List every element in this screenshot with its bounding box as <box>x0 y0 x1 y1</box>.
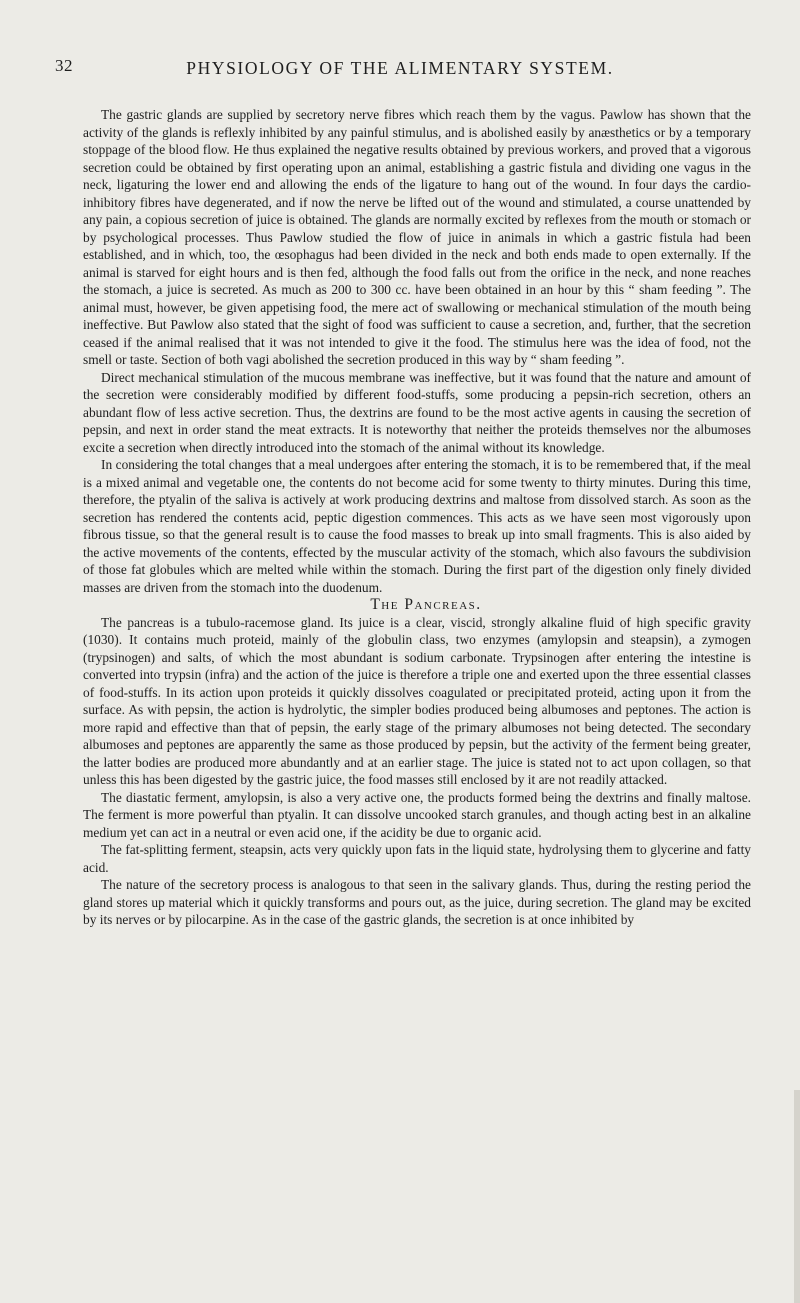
running-title: PHYSIOLOGY OF THE ALIMENTARY SYSTEM. <box>186 58 614 78</box>
paragraph: The gastric glands are supplied by secretory nerve fibres which reach them by the vagus. Pawlow has shown that the activity of the glands is reflexly inhibited by any painful stimulus, and is abolished easily by anæsthetics or by a temporary stoppage of the blood flow. He thus explained the negative results obtained by previous workers, and proved that a vigorous secretion could be obtained by first operating upon an animal, establishing a gastric fistula and dividing one vagus in the neck, ligaturing the lower end and allowing the ends of the ligature to hang out of the wound. In four days the cardio-inhibitory fibres have degenerated, and if now the nerve be lifted out of the wound and stimulated, a course unattended by any pain, a copious secretion of juice is obtained. The glands are normally excited by reflexes from the mouth or stomach or by psychological processes. Thus Pawlow studied the flow of juice in animals in which a gastric fistula had been established, and in which, too, the œsophagus had been divided in the neck and both ends made to open externally. If the animal is starved for eight hours and is then fed, although the food falls out from the orifice in the neck, and none reaches the stomach, a juice is secreted. As much as 200 to 300 cc. have been obtained in an hour by this “ sham feeding ”. The animal must, however, be given appetising food, the mere act of swallowing or mechanical stimulation of the mouth being ineffective. But Pawlow also stated that the sight of food was sufficient to cause a secretion, and, further, that the secretion ceased if the animal realised that it was not intended to give it the food. The stimulus here was the idea of food, not the smell or taste. Section of both vagi abolished the secretion produced in this way by “ sham feeding ”. <box>83 107 751 367</box>
paragraph: The pancreas is a tubulo-racemose gland. Its juice is a clear, viscid, strongly alkaline fluid of high specific gravity (1030). It contains much proteid, mainly of the globulin class, two enzymes (amylopsin and steapsin), a zymogen (trypsinogen) and salts, of which the most abundant is sodium carbonate. Trypsinogen after entering the intestine is converted into trypsin (infra) and the action of the juice is therefore a triple one and exerted upon the three essential classes of food-stuffs. In its action upon proteids it quickly dissolves coagulated or precipitated proteid, acting upon it from the surface. As with pepsin, the action is hydrolytic, the simpler bodies produced being albumoses and peptones. The action is more rapid and effective than that of pepsin, the early stage of the primary albumoses not being detected. The secondary albumoses and peptones are apparently the same as those produced by pepsin, but the activity of the ferment being greater, the latter bodies are produced more abundantly and at an earlier stage. The juice is stated not to act upon collagen, so that unless this has been digested by the gastric juice, the food masses still enclosed by it are not readily attacked. <box>83 614 751 787</box>
page-number: 32 <box>55 56 73 75</box>
page-edge-shadow <box>794 1090 800 1303</box>
paragraph: In considering the total changes that a meal undergoes after entering the stomach, it is to be remembered that, if the meal is a mixed animal and vegetable one, the contents do not become acid for some twenty to thirty minutes. During this time, therefore, the ptyalin of the saliva is actively at work producing dextrins and maltose from dissolved starch. As soon as the secretion has rendered the contents acid, peptic digestion commences. This acts as we have seen most vigorously upon fibrous tissue, so that the general result is to cause the food masses to break up into small fragments. This is also aided by the active movements of the contents, effected by the muscular activity of the stomach, which also favours the subdivision of those fat globules which are melted while within the stomach. During the first part of the digestion only finely divided masses are driven from the stomach into the duodenum. <box>83 457 751 595</box>
paragraph: The nature of the secretory process is analogous to that seen in the salivary glands. Thus, during the resting period the gland stores up material which it quickly transforms and pours out, as the juice, during secretion. The gland may be excited by its nerves or by pilocarpine. As in the case of the gastric glands, the secretion is at once inhibited by <box>83 877 751 927</box>
body-text <box>83 106 751 929</box>
paragraph: The diastatic ferment, amylopsin, is also a very active one, the products formed being the dextrins and finally maltose. The ferment is more powerful than ptyalin. It can dissolve uncooked starch granules, and though acting best in an alkaline medium yet can act in a neutral or even acid one, if the acidity be due to organic acid. <box>83 789 751 840</box>
paragraph: Direct mechanical stimulation of the mucous membrane was ineffective, but it was found that the nature and amount of the secretion were considerably modified by different food-stuffs, some producing a pepsin-rich secretion, others an abundant flow of less active secretion. Thus, the dextrins are found to be the most active agents in causing the secretion of pepsin, and next in order stand the meat extracts. It is noteworthy that neither the proteids themselves nor the albumoses excite a secretion when directly introduced into the stomach of the animal without its knowledge. <box>83 369 751 455</box>
paragraph: The fat-splitting ferment, steapsin, acts very quickly upon fats in the liquid state, hydrolysing them to glycerine and fatty acid. <box>83 842 751 875</box>
section-heading: The Pancreas. <box>370 596 482 613</box>
